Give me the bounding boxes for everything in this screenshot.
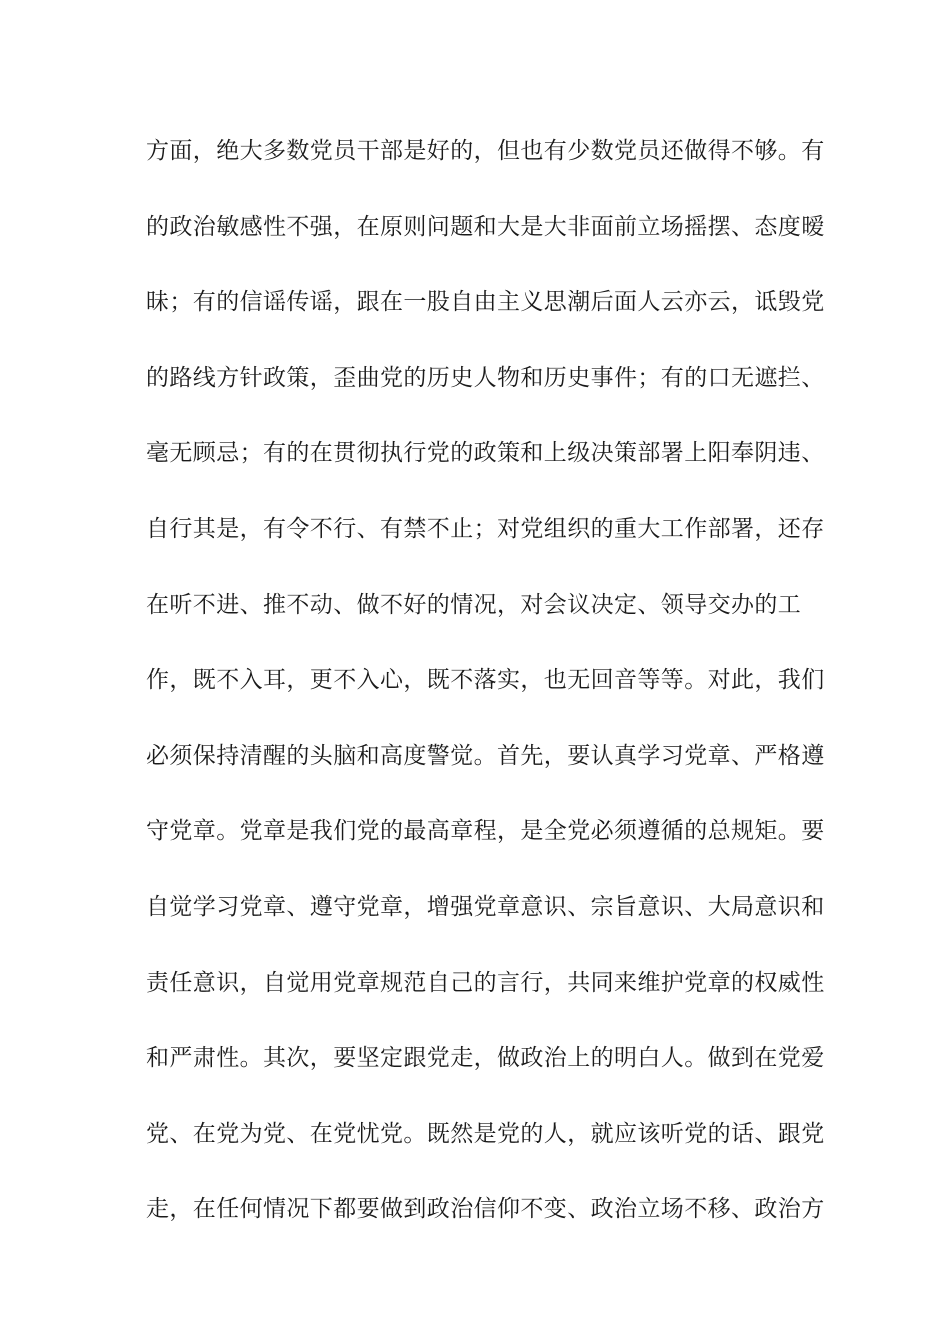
text-line: 守党章。党章是我们党的最高章程，是全党必须遵循的总规矩。要 (146, 818, 825, 845)
text-line: 走，在任何情况下都要做到政治信仰不变、政治立场不移、政治方 (146, 1196, 825, 1223)
text-line: 党、在党为党、在党忧党。既然是党的人，就应该听党的话、跟党 (146, 1120, 825, 1147)
text-line: 方面，绝大多数党员干部是好的，但也有少数党员还做得不够。有 (146, 138, 825, 164)
text-line: 的政治敏感性不强，在原则问题和大是大非面前立场摇摆、态度暧 (146, 213, 825, 240)
text-line: 责任意识，自觉用党章规范自己的言行，共同来维护党章的权威性 (146, 969, 825, 996)
text-line: 的路线方针政策，歪曲党的历史人物和历史事件；有的口无遮拦、 (146, 364, 825, 391)
text-line: 毫无顾忌；有的在贯彻执行党的政策和上级决策部署上阳奉阴违、 (146, 440, 825, 467)
text-line: 昧；有的信谣传谣，跟在一股自由主义思潮后面人云亦云，诋毁党 (146, 289, 825, 316)
text-line: 在听不进、推不动、做不好的情况，对会议决定、领导交办的工 (146, 591, 802, 618)
text-line: 作，既不入耳，更不入心，既不落实，也无回音等等。对此，我们 (146, 667, 825, 694)
text-line: 自觉学习党章、遵守党章，增强党章意识、宗旨意识、大局意识和 (146, 893, 825, 920)
text-line: 和严肃性。其次，要坚定跟党走，做政治上的明白人。做到在党爱 (146, 1045, 825, 1072)
body-text (146, 128, 825, 1262)
text-line: 自行其是，有令不行、有禁不止；对党组织的重大工作部署，还存 (146, 515, 825, 542)
text-line: 必须保持清醒的头脑和高度警觉。首先，要认真学习党章、严格遵 (146, 742, 825, 769)
